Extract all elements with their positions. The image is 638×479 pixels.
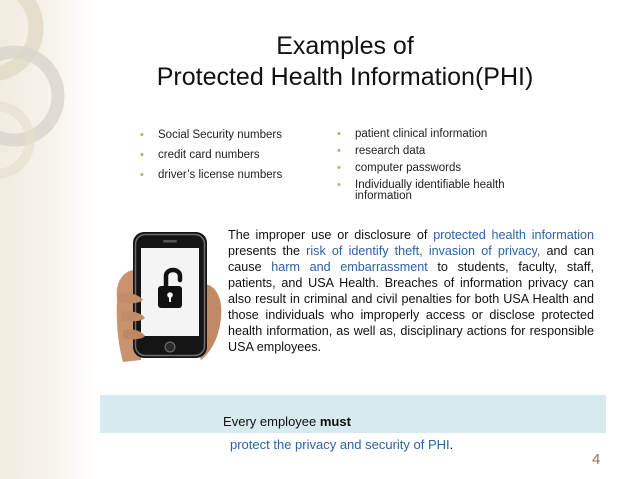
paragraph-text: The improper use or disclosure of	[228, 228, 434, 242]
phi-risk-paragraph	[228, 227, 594, 355]
list-item: • computer passwords	[335, 163, 555, 174]
smartphone-icon	[113, 226, 225, 366]
list-item: • patient clinical information	[335, 129, 555, 140]
slide-title	[110, 31, 580, 93]
paragraph-text: presents the	[228, 244, 307, 258]
paragraph-text: to students, faculty, staff, patients, and USA Health. Breaches of information privacy can also result in criminal and civil penalties for both USA Health and those individuals who improperly access or disclose protected health information, as well as, disciplinary actions for responsible USA employees.	[228, 260, 594, 354]
callout-period: .	[449, 437, 454, 452]
callout-highlight: protect the privacy and security of PHI	[230, 437, 450, 452]
page-number: 4	[592, 451, 601, 468]
callout-line-1	[100, 414, 474, 429]
callout-text: Every employee	[223, 414, 320, 429]
callout-emphasis: must	[319, 414, 351, 429]
title-line-1: Examples of	[276, 32, 414, 60]
list-item: • credit card numbers	[138, 149, 288, 162]
callout-line-2	[230, 437, 453, 452]
phi-examples-left-list	[138, 129, 288, 189]
paragraph-text: and can cause	[228, 244, 594, 274]
list-item: • Social Security numbers	[138, 129, 288, 142]
title-line-2: Protected Health Information(PHI)	[156, 63, 534, 91]
highlight-harm: harm and embarrassment	[271, 260, 428, 274]
list-item: • driver’s license numbers	[138, 169, 288, 182]
list-item: • Individually identifiable health information	[335, 180, 555, 202]
phi-examples-right-list	[335, 129, 555, 208]
highlight-phi: protected health information	[433, 228, 595, 242]
highlight-risk: risk of identify theft, invasion of privacy,	[306, 244, 541, 258]
list-item: • research data	[335, 146, 555, 157]
